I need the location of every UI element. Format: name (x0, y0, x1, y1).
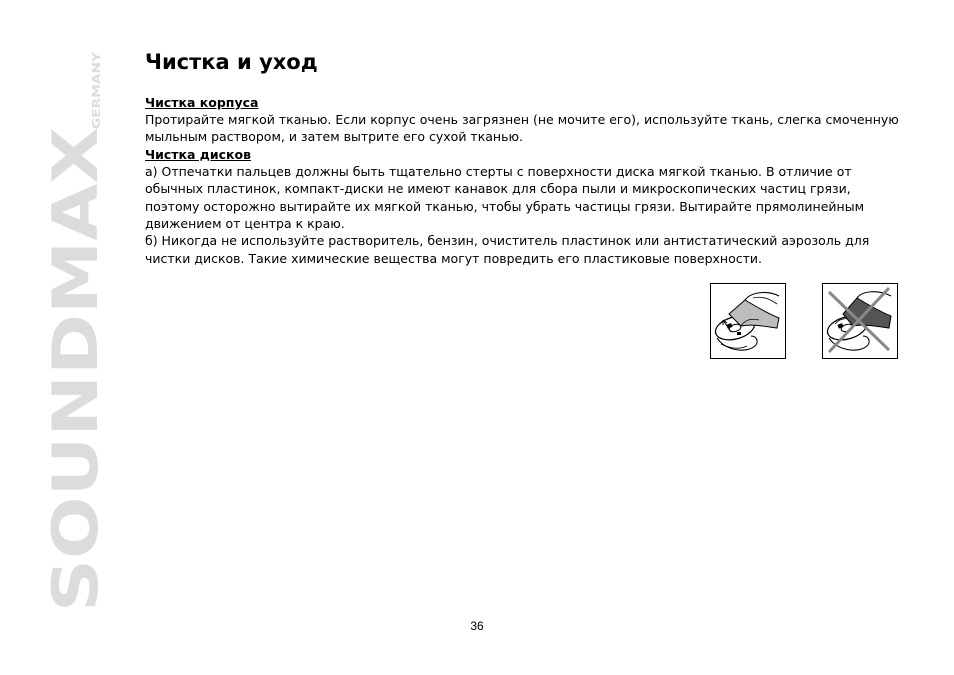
section-heading: Чистка корпуса (145, 95, 259, 110)
main-content (145, 48, 905, 267)
disc-wipe-correct-icon (710, 283, 786, 359)
page-title: Чистка и уход (145, 50, 318, 74)
section-heading: Чистка дисков (145, 146, 252, 162)
logo-subtext: GERMANY (90, 67, 103, 129)
disc-wipe-incorrect-icon (822, 283, 898, 359)
logo-text: SOUNDMAX (39, 203, 112, 612)
section-case-cleaning (145, 94, 905, 146)
section-paragraph: Протирайте мягкой тканью. Если корпус очень загрязнен (не мочите его), используйте ткань, слегка смоченную мыльным раствором, и затем вытрите его сухой тканью. (145, 112, 899, 145)
page-number: 36 (470, 619, 484, 633)
brand-logo (39, 52, 112, 612)
section-paragraph: а) Отпечатки пальцев должны быть тщательно стерты с поверхности диска мягкой тканью. В отличие от обычных пластинок, компакт-диски не имеют канавок для сбора пыли и микроскопических частиц грязи, поэтому осторожно вытирайте их мягкой тканью, чтобы убрать частицы грязи. Вытирайте прямолинейным движением от центра к краю. (145, 163, 865, 232)
section-paragraph: б) Никогда не используйте растворитель, бензин, очиститель пластинок или антистатический аэрозоль для чистки дисков. Такие химические вещества могут повредить его пластиковые поверхности. (145, 233, 870, 266)
section-disc-cleaning (145, 146, 905, 267)
